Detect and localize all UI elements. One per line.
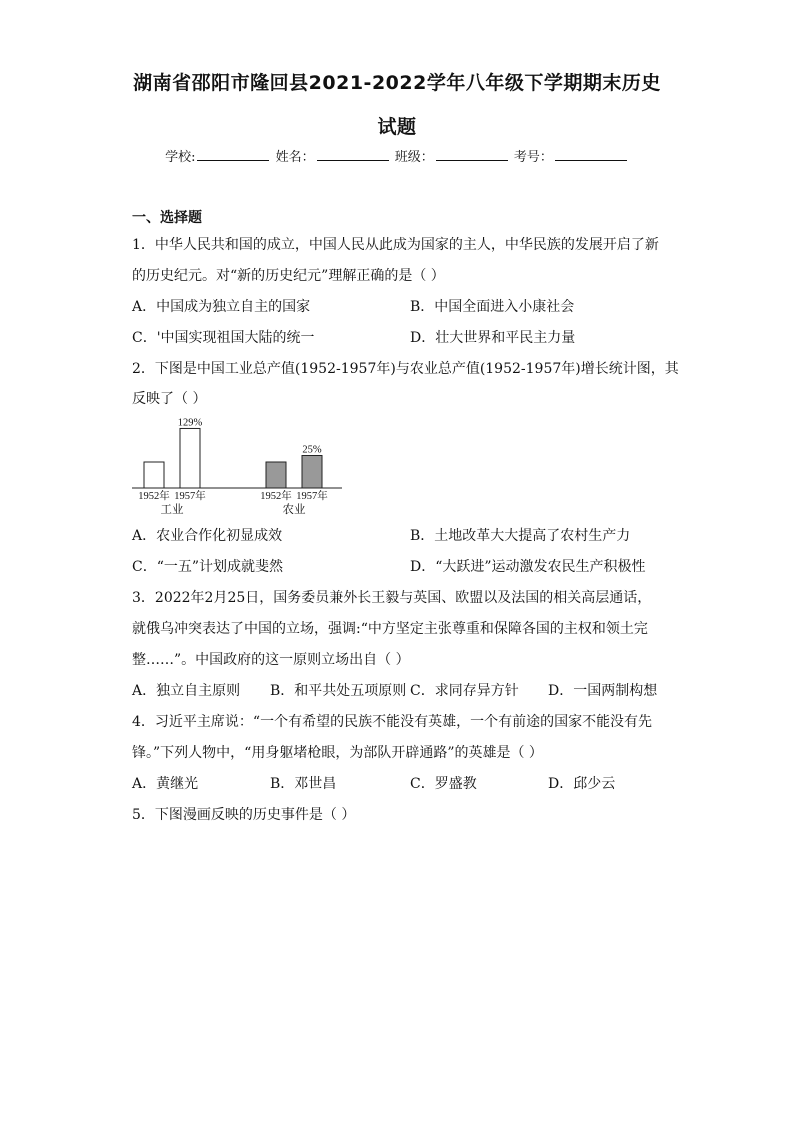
q2-option-a: A．农业合作化初显成效 [132, 528, 283, 544]
tick-label-agriculture-1: 1957年 [296, 491, 328, 502]
q4-option-a: A．黄继光 [132, 776, 199, 792]
data-label-agriculture: 25% [302, 444, 322, 456]
bar-industry-1952年 [144, 462, 164, 488]
group-label-industry: 工业 [160, 504, 184, 516]
q2-option-d: D．“大跃进”运动激发农民生产积极性 [410, 559, 646, 575]
q3-stem-line-2: 就俄乌冲突表达了中国的立场，强调:“中方坚定主张尊重和保障各国的主权和领土完 [132, 621, 648, 637]
data-label-industry: 129% [177, 417, 203, 429]
exam-title-continued: 试题 [377, 116, 417, 138]
name-blank [317, 148, 389, 161]
q1-option-a: A．中国成为独立自主的国家 [132, 299, 311, 315]
tick-label-industry-1: 1957年 [174, 491, 206, 502]
q2-option-c: C．“一五”计划成就斐然 [132, 559, 284, 575]
q2-stem-line-1: 2．下图是中国工业总产值(1952-1957年)与农业总产值(1952-1957年)增长统计图，其 [132, 361, 679, 377]
group-label-agriculture: 农业 [282, 504, 306, 516]
q3-stem-line-1: 3．2022年2月25日，国务委员兼外长王毅与英国、欧盟以及法国的相关高层通话， [132, 590, 652, 606]
bar-agriculture-1957年 [302, 456, 322, 489]
q5-stem-line-1: 5．下图漫画反映的历史事件是（ ） [132, 807, 356, 823]
q1-stem-line-1: 1．中华人民共和国的成立，中国人民从此成为国家的主人，中华民族的发展开启了新 [132, 237, 659, 253]
section-title: 一、选择题 [132, 210, 202, 226]
tick-label-industry-0: 1952年 [138, 491, 170, 502]
q2-stem-line-2: 反映了（ ） [132, 391, 207, 407]
bar-industry-1957年 [180, 428, 200, 488]
q4-stem-line-1: 4．习近平主席说：“一个有希望的民族不能没有英雄，一个有前途的国家不能没有先 [132, 714, 653, 730]
q4-option-d: D．邱少云 [548, 776, 616, 792]
q1-option-d: D．壮大世界和平民主力量 [410, 330, 576, 346]
q3-option-c: C．求同存异方针 [410, 683, 519, 699]
q1-option-b: B．中国全面进入小康社会 [410, 299, 575, 315]
q1-option-c: C．'中国实现祖国大陆的统一 [132, 330, 315, 346]
q4-option-c: C．罗盛教 [410, 776, 477, 792]
number-label: 考号： [513, 150, 553, 165]
output-growth-chart [132, 416, 352, 522]
q2-option-b: B．土地改革大大提高了农村生产力 [410, 528, 631, 544]
q3-stem-line-3: 整……”。中国政府的这一原则立场出自（ ） [132, 652, 410, 668]
exam-title: 湖南省邵阳市隆回县2021-2022学年八年级下学期期末历史 [133, 72, 661, 94]
q3-option-b: B．和平共处五项原则 [270, 683, 407, 699]
q3-option-d: D．一国两制构想 [548, 683, 658, 699]
name-label: 姓名： [275, 150, 315, 165]
q4-option-b: B．邓世昌 [270, 776, 337, 792]
school-blank [197, 148, 269, 161]
q4-stem-line-2: 锋。”下列人物中，“用身躯堵枪眼，为部队开辟通路”的英雄是（ ） [132, 745, 543, 761]
tick-label-agriculture-0: 1952年 [260, 491, 292, 502]
class-blank [436, 148, 508, 161]
bar-agriculture-1952年 [266, 462, 286, 488]
student-info-row [0, 146, 794, 165]
q1-stem-line-2: 的历史纪元。对“新的历史纪元”理解正确的是（ ） [132, 268, 445, 284]
school-label: 学校: [165, 150, 196, 165]
q3-option-a: A．独立自主原则 [132, 683, 241, 699]
class-label: 班级： [394, 150, 434, 165]
number-blank [555, 148, 627, 161]
